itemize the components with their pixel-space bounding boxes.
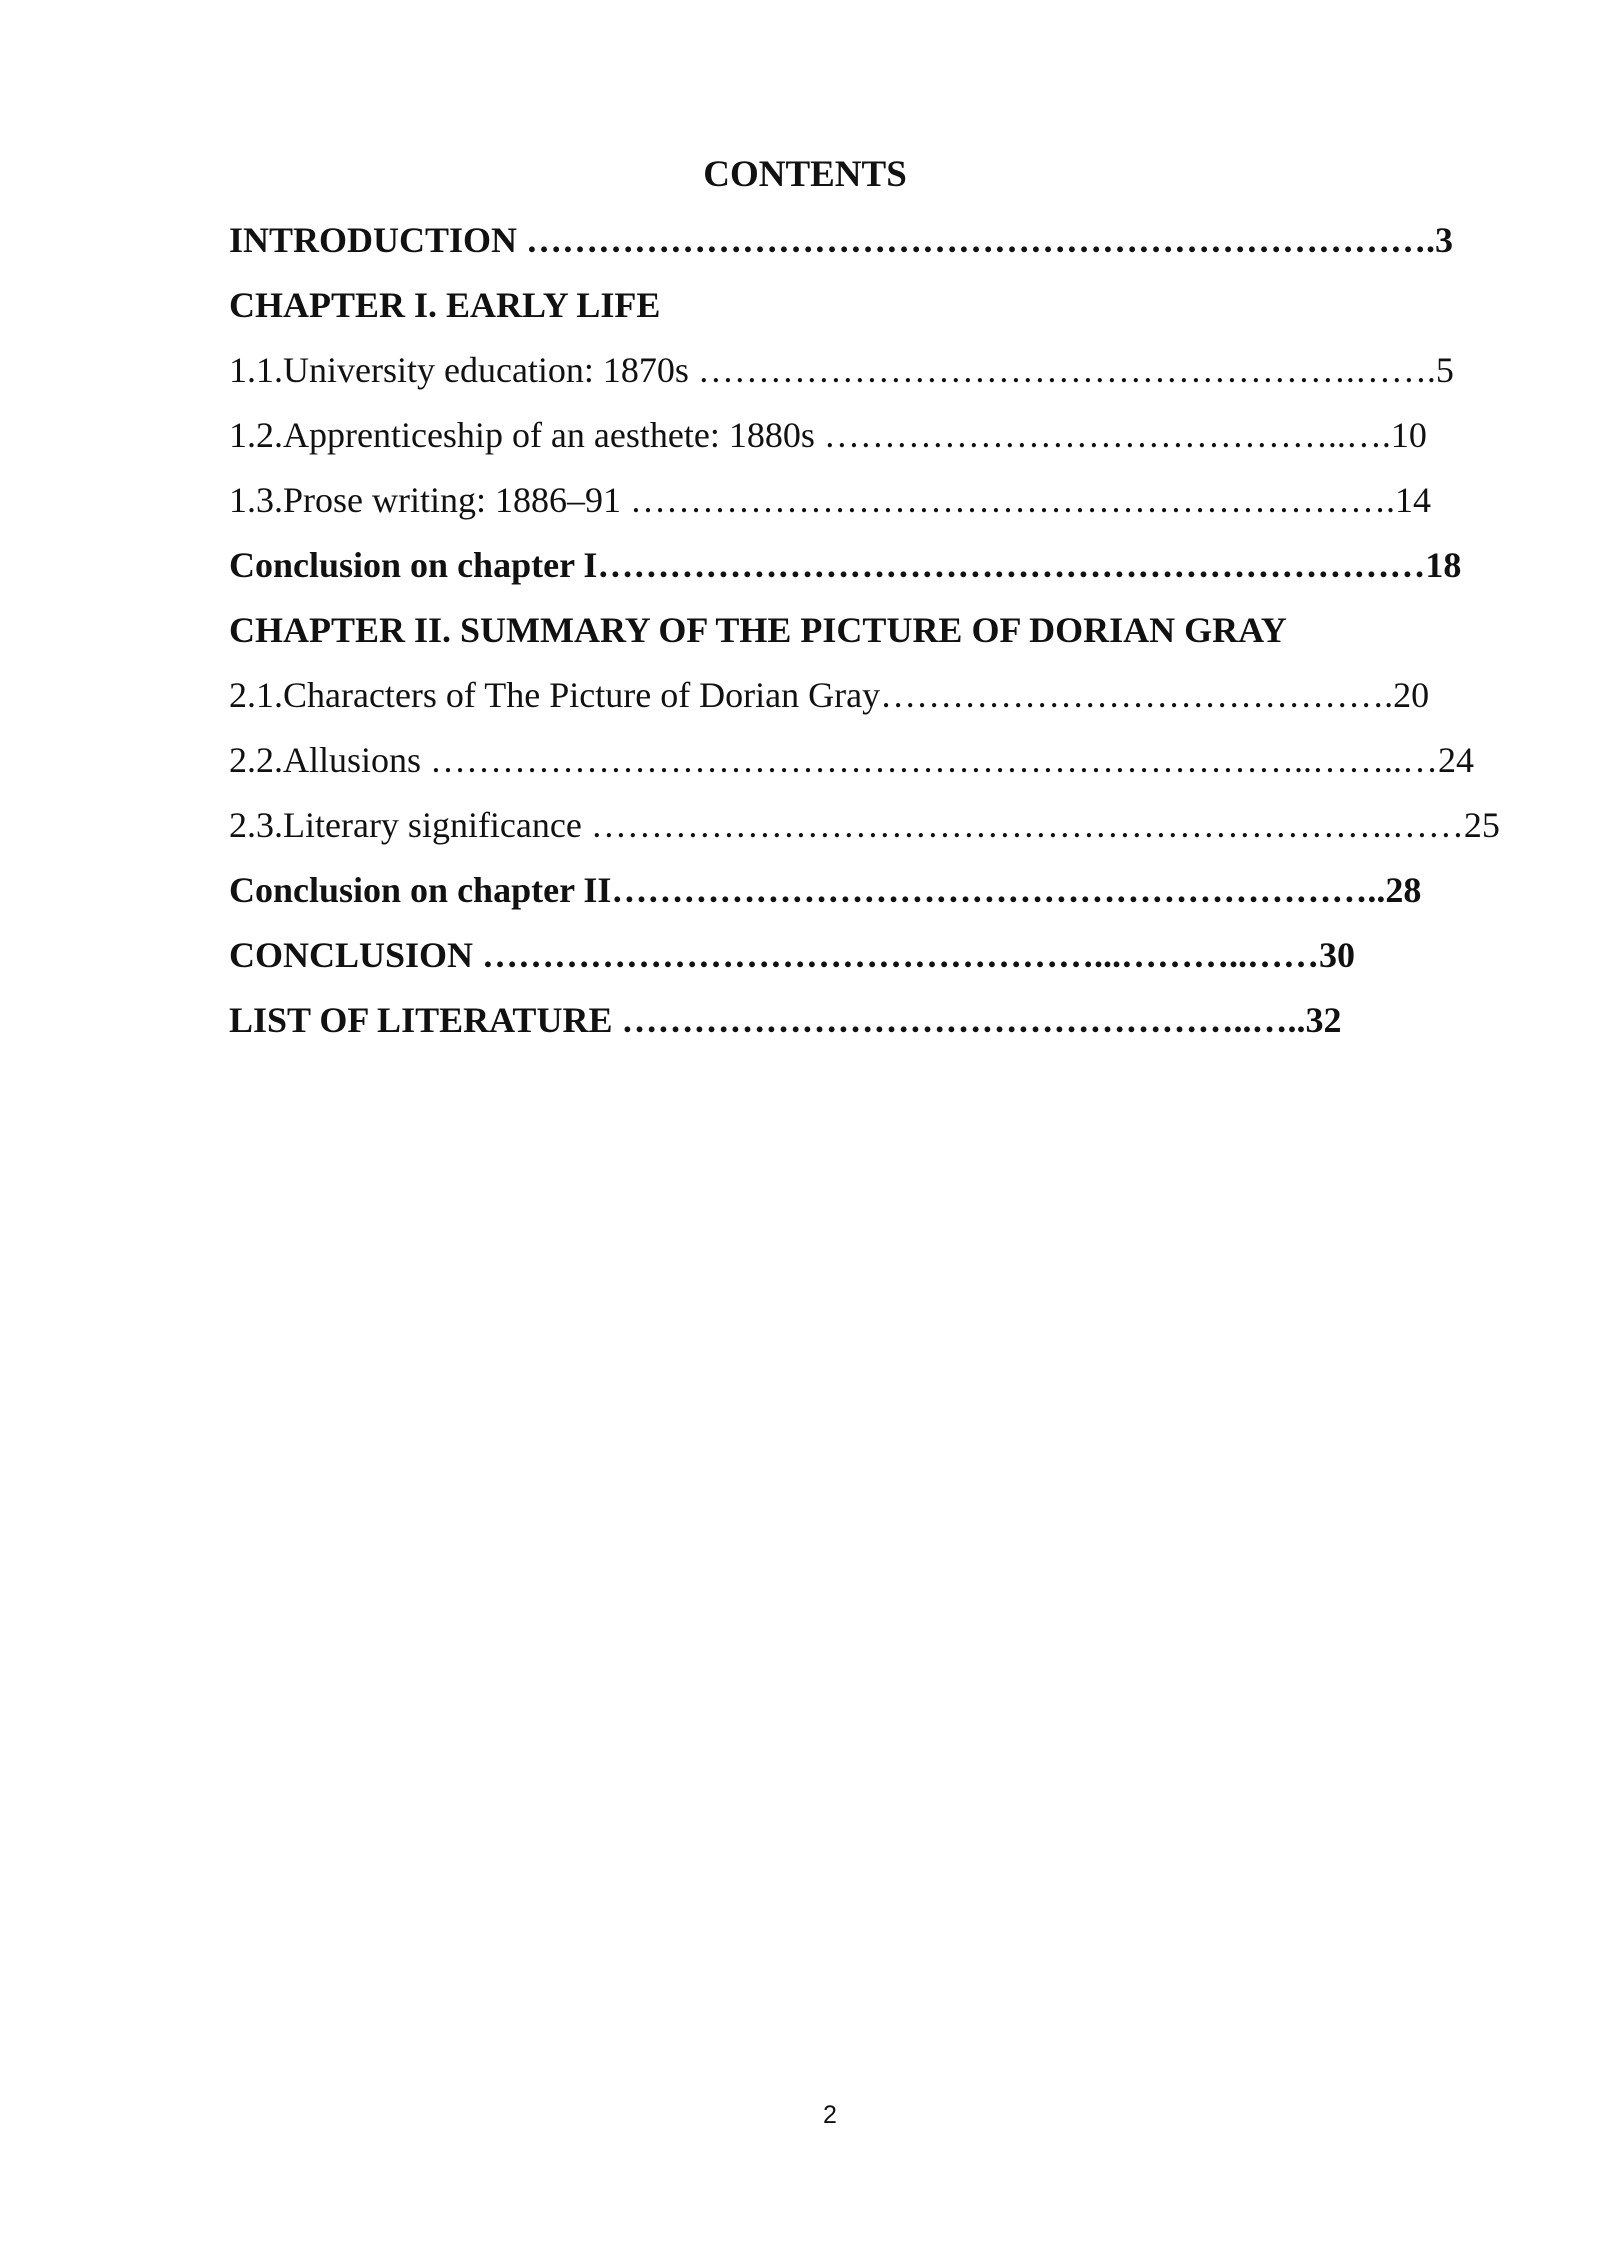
toc-entry-introduction: INTRODUCTION ………………………………………………………………….3 — [229, 220, 1454, 260]
toc-entry-1-2: 1.2.Apprenticeship of an aesthete: 1880s ……………………………………..….10 — [229, 415, 1427, 455]
toc-entry-chapter-1: CHAPTER I. EARLY LIFE — [229, 285, 661, 325]
toc-entry-conclusion: CONCLUSION ……………………………………………...………..……30 — [229, 935, 1356, 975]
toc-entry-2-3: 2.3.Literary significance ………………………………………………………….……25 — [229, 805, 1500, 845]
toc-entry-2-1: 2.1.Characters of The Picture of Dorian Gray…………………………………….20 — [229, 675, 1430, 715]
toc-entry-list-of-literature: LIST OF LITERATURE ……………………………………………..…..32 — [229, 1000, 1342, 1040]
toc-entry-1-3: 1.3.Prose writing: 1886–91 ……………………………………………………….14 — [229, 480, 1431, 520]
toc-entry-conclusion-chapter-2: Conclusion on chapter II………………………………………………………..28 — [229, 870, 1422, 910]
toc-entry-chapter-2: CHAPTER II. SUMMARY OF THE PICTURE OF DORIAN GRAY — [229, 610, 1287, 650]
toc-entry-conclusion-chapter-1: Conclusion on chapter I……………………………………………………………18 — [229, 545, 1462, 585]
table-of-contents — [229, 212, 1519, 1057]
toc-entry-2-2: 2.2.Allusions ………………………………………………………………..……..…24 — [229, 740, 1475, 780]
page-number: 2 — [823, 2101, 837, 2129]
toc-entry-1-1: 1.1.University education: 1870s ……………………………………………….…….5 — [229, 350, 1454, 390]
contents-title: CONTENTS — [703, 154, 907, 195]
